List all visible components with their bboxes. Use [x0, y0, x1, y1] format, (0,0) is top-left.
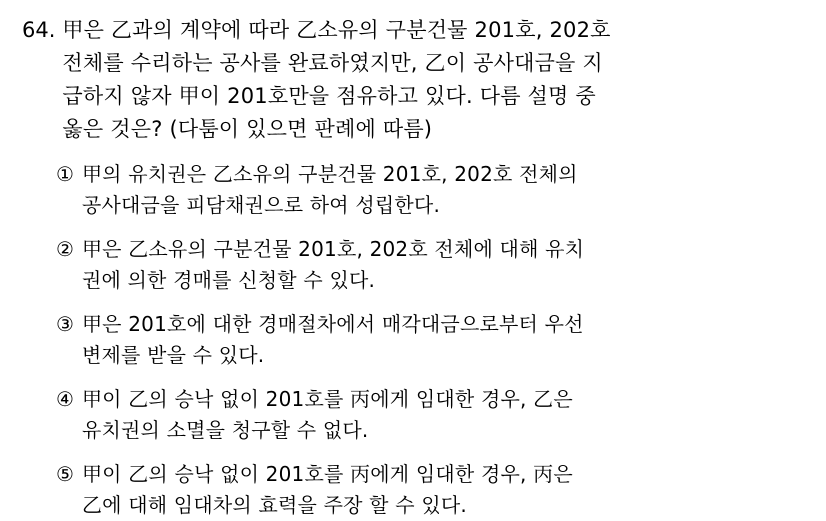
choice-option-2[interactable]	[56, 234, 826, 296]
choice-line: 甲이 乙의 승낙 없이 201호를 丙에게 임대한 경우, 丙은	[81, 462, 573, 486]
choice-text	[82, 459, 826, 521]
choice-marker-icon: ④	[56, 387, 74, 411]
choice-line: 권에 의한 경매를 신청할 수 있다.	[81, 268, 376, 292]
choice-text	[82, 309, 826, 371]
choice-line: 변제를 받을 수 있다.	[81, 343, 265, 367]
choice-line: 甲은 201호에 대한 경매절차에서 매각대금으로부터 우선	[81, 312, 584, 336]
choice-option-1[interactable]	[56, 159, 826, 221]
choice-option-5[interactable]	[56, 459, 826, 521]
question-text	[62, 14, 808, 146]
question-number: 64.	[22, 18, 56, 42]
choice-line: 乙에 대해 임대차의 효력을 주장 할 수 있다.	[81, 493, 467, 517]
choice-line: 유치권의 소멸을 청구할 수 없다.	[81, 418, 369, 442]
choice-line: 공사대금을 피담채권으로 하여 성립한다.	[81, 193, 441, 217]
question-line: 옳은 것은? (다툼이 있으면 판례에 따름)	[62, 117, 433, 141]
question-block	[0, 0, 826, 146]
choice-option-3[interactable]	[56, 309, 826, 371]
choice-marker-icon: ⑤	[56, 462, 74, 486]
choice-text	[82, 384, 826, 446]
question-line: 甲은 乙과의 계약에 따라 乙소유의 구분건물 201호, 202호	[62, 18, 611, 42]
choice-marker-icon: ①	[56, 162, 74, 186]
choice-line: 甲은 乙소유의 구분건물 201호, 202호 전체에 대해 유치	[81, 237, 585, 261]
question-line: 전체를 수리하는 공사를 완료하였지만, 乙이 공사대금을 지	[62, 51, 603, 75]
choice-marker-icon: ②	[56, 237, 74, 261]
choice-line: 甲이 乙의 승낙 없이 201호를 丙에게 임대한 경우, 乙은	[81, 387, 573, 411]
choice-option-4[interactable]	[56, 384, 826, 446]
choice-text	[82, 234, 826, 296]
choice-text	[82, 159, 826, 221]
choice-marker-icon: ③	[56, 312, 74, 336]
choice-list	[0, 159, 826, 521]
choice-line: 甲의 유치권은 乙소유의 구분건물 201호, 202호 전체의	[81, 162, 578, 186]
question-line: 급하지 않자 甲이 201호만을 점유하고 있다. 다름 설명 중	[62, 84, 596, 108]
